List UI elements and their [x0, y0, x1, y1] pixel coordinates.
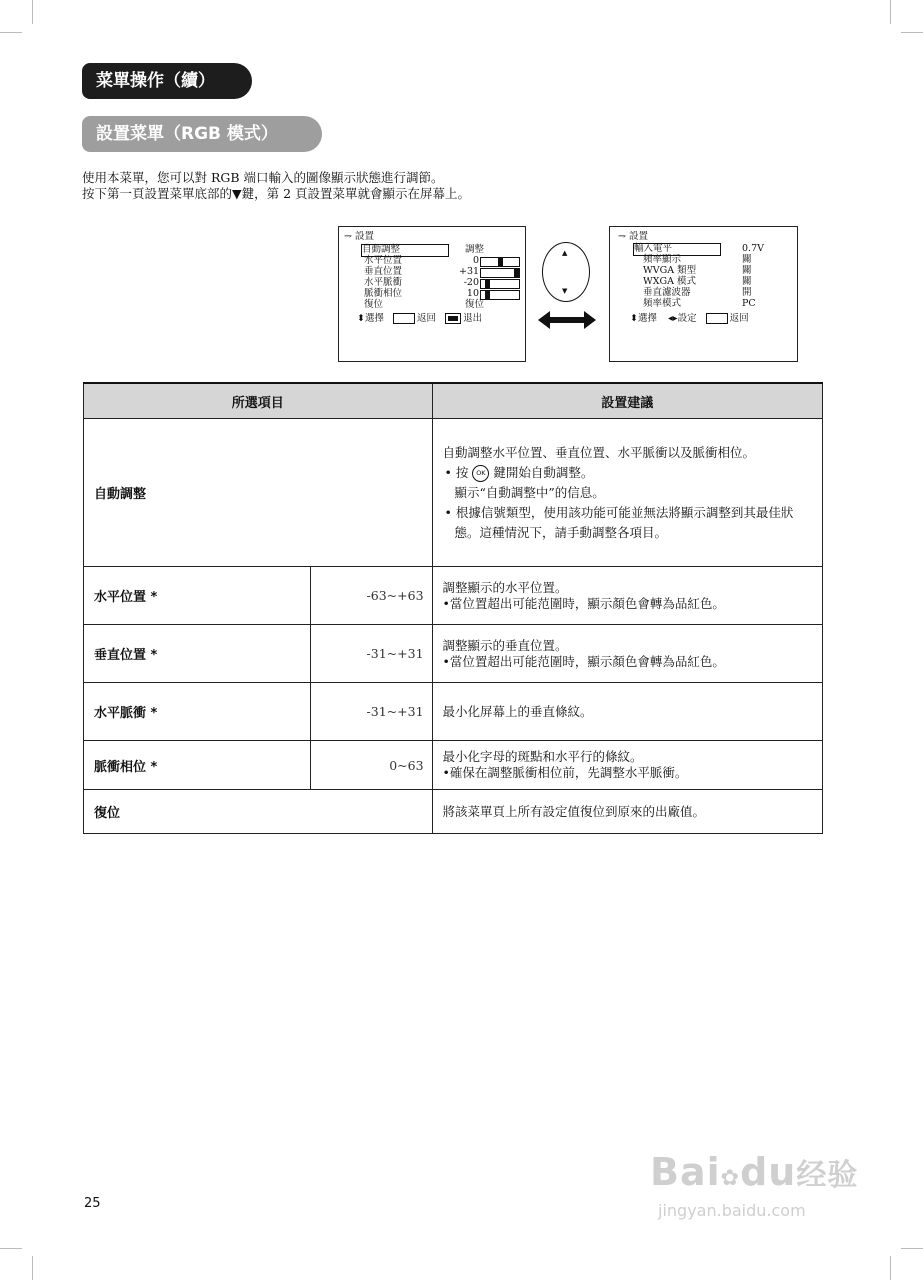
- intro-line: 按下第一頁設置菜單底部的▼鍵，第 2 頁設置菜單就會顯示在屏幕上。: [82, 186, 471, 201]
- osd-row-value: 復位: [465, 299, 485, 310]
- paw-icon: ✿: [720, 1166, 741, 1191]
- osd-row-value: 關: [742, 276, 752, 287]
- osd-row-value: 關: [742, 254, 752, 265]
- table-row: [84, 419, 823, 567]
- osd-row-label: 復位: [364, 299, 384, 310]
- baidu-watermark: [650, 1150, 858, 1220]
- item-desc: 將該菜單頁上所有設定值復位到原來的出廠值。: [432, 790, 822, 834]
- menu-icon: ⇁: [618, 231, 626, 242]
- page-number: 25: [84, 1196, 101, 1211]
- down-arrow-icon: ▼: [562, 287, 568, 295]
- desc-line: 自動調整水平位置、垂直位置、水平脈衝以及脈衝相位。: [442, 444, 756, 460]
- item-label: 自動調整: [84, 419, 433, 567]
- desc-bullet: • 按 OK 鍵開始自動調整。 顯示“自動調整中”的信息。: [444, 464, 605, 500]
- table-row: [84, 625, 823, 683]
- item-label: 垂直位置 *: [84, 625, 311, 683]
- item-desc: [432, 741, 822, 790]
- level-bar: [480, 268, 520, 278]
- crop-mark: [32, 0, 33, 24]
- osd-row-label: 輸入電平: [634, 244, 720, 255]
- desc-line: •當位置超出可能范圍時，顯示顏色會轉為品紅色。: [442, 653, 725, 669]
- item-range: 0~63: [310, 741, 432, 790]
- intro-line: 使用本菜單，您可以對 RGB 端口輸入的圖像顯示狀態進行調節。: [82, 170, 444, 185]
- osd-row-label: 自動調整: [362, 245, 448, 256]
- settings-table: [83, 382, 823, 834]
- item-range: -63~+63: [310, 567, 432, 625]
- osd-row-label: 水平位置: [364, 255, 403, 266]
- level-bar: [480, 290, 520, 300]
- osd-row-value: 調整: [465, 244, 485, 255]
- desc-line: 調整顯示的垂直位置。: [442, 637, 568, 653]
- osd-row-value: 0: [472, 255, 479, 266]
- level-bar: [480, 257, 520, 267]
- menu-icon: ⇁: [344, 231, 352, 242]
- osd-row-value: 開: [742, 287, 752, 298]
- table-row: [84, 790, 823, 834]
- desc-line: 調整顯示的水平位置。: [442, 579, 568, 595]
- crop-mark: [32, 1256, 33, 1280]
- osd-row-value: 10: [466, 288, 479, 299]
- desc-line: •當位置超出可能范圍時，顯示顏色會轉為品紅色。: [442, 595, 725, 611]
- osd-row-value: +31: [459, 266, 480, 277]
- section-title: 菜單操作（續）: [82, 63, 252, 99]
- return-key-icon: [706, 313, 728, 324]
- item-label: 水平脈衝 *: [84, 683, 311, 741]
- updown-icon: ⬍: [357, 313, 365, 324]
- osd-row-label: WVGA 類型: [643, 265, 697, 276]
- osd-row-label: 頻率模式: [643, 298, 682, 309]
- col-header-item: 所選項目: [84, 383, 433, 419]
- watermark-logo: Bai✿du经验: [650, 1150, 859, 1194]
- osd-footer: ⬍選擇 ◂▸設定 返回: [630, 313, 749, 324]
- osd-row-value: 0.7V: [742, 243, 764, 254]
- osd-row-label: 水平脈衝: [364, 277, 403, 288]
- osd-row-value: 關: [742, 265, 752, 276]
- item-desc: [432, 625, 822, 683]
- intro-text: [82, 170, 470, 202]
- crop-mark: [0, 1248, 22, 1249]
- item-label: 水平位置 *: [84, 567, 311, 625]
- osd-row-label: 頻率顯示: [643, 254, 682, 265]
- desc-line: 最小化屏幕上的垂直條紋。: [442, 703, 593, 719]
- item-range: -31~+31: [310, 625, 432, 683]
- osd-row-label: 脈衝相位: [364, 288, 403, 299]
- osd-menu-page2: [609, 226, 798, 362]
- osd-row-value: PC: [742, 298, 756, 309]
- exit-key-icon: [445, 313, 461, 324]
- osd-menu-page1: [338, 226, 526, 362]
- crop-mark: [890, 0, 891, 24]
- watermark-url: jingyan.baidu.com: [658, 1201, 806, 1220]
- subsection-title: 設置菜單（RGB 模式）: [82, 116, 322, 152]
- updown-icon: ⬍: [630, 313, 638, 324]
- item-desc: [432, 567, 822, 625]
- crop-mark: [890, 1256, 891, 1280]
- ok-button-icon: OK: [472, 465, 489, 482]
- item-desc: [432, 419, 822, 567]
- osd-row-label: 垂直位置: [364, 266, 403, 277]
- desc-line: •確保在調整脈衝相位前，先調整水平脈衝。: [442, 765, 688, 780]
- item-label: 復位: [84, 790, 433, 834]
- table-header-row: [84, 383, 823, 419]
- osd-title: ⇁ 設置: [344, 231, 375, 242]
- crop-mark: [0, 32, 22, 33]
- crop-mark: [901, 32, 923, 33]
- desc-line: 最小化字母的斑點和水平行的條紋。: [442, 749, 643, 764]
- remote-cursor-pad: [542, 242, 590, 302]
- up-arrow-icon: ▲: [562, 249, 568, 257]
- leftright-icon: ◂▸: [668, 313, 678, 324]
- osd-row-label: 垂直濾波器: [643, 287, 691, 298]
- table-row: [84, 567, 823, 625]
- crop-mark: [901, 1248, 923, 1249]
- osd-row-label: WXGA 模式: [643, 276, 696, 287]
- level-bar: [480, 279, 520, 289]
- osd-row-value: -20: [463, 277, 479, 288]
- double-arrow-icon: [538, 310, 596, 330]
- osd-footer: ⬍選擇 返回 退出: [357, 313, 483, 324]
- item-range: -31~+31: [310, 683, 432, 741]
- col-header-advice: 設置建議: [432, 383, 822, 419]
- desc-bullet: • 根據信號類型，使用該功能可能並無法將顯示調整到其最佳狀態。這種情況下，請手動調整各項目。: [444, 504, 794, 540]
- table-row: [84, 741, 823, 790]
- table-row: [84, 683, 823, 741]
- item-desc: [432, 683, 822, 741]
- item-label: 脈衝相位 *: [84, 741, 311, 790]
- osd-title: ⇁ 設置: [618, 231, 649, 242]
- return-key-icon: [393, 313, 415, 324]
